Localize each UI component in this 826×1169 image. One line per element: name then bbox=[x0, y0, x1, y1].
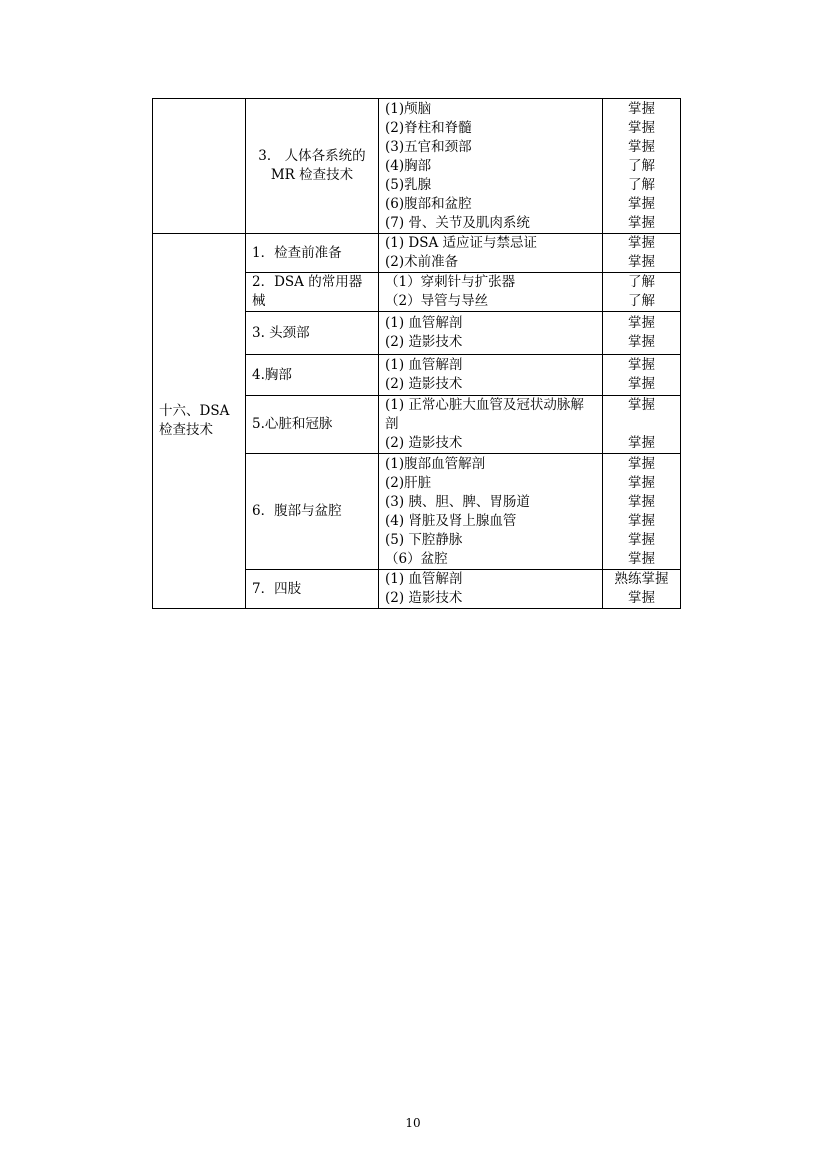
content-cell bbox=[379, 234, 603, 273]
requirement-level: 了解 bbox=[628, 274, 655, 290]
requirement-level: 掌握 bbox=[628, 474, 655, 491]
content-line: (7) 骨、关节及肌肉系统 bbox=[385, 214, 530, 231]
requirement-level: 掌握 bbox=[628, 435, 655, 451]
unit-cell: 6．腹部与盆腔 bbox=[246, 454, 379, 570]
content-line: (5) 下腔静脉 bbox=[385, 531, 463, 548]
content-line: (5)乳腺 bbox=[385, 176, 432, 193]
requirement-level: 了解 bbox=[628, 176, 655, 193]
requirement-level: 了解 bbox=[628, 293, 655, 309]
content-line: (1)腹部血管解剖 bbox=[385, 455, 486, 472]
content-line: (1) 血管解剖 bbox=[385, 315, 463, 331]
requirement-level: 掌握 bbox=[628, 100, 655, 117]
requirement-cell bbox=[603, 454, 681, 570]
requirement-level: 掌握 bbox=[628, 334, 655, 350]
topic-cell-empty bbox=[153, 99, 246, 234]
requirement-level: 掌握 bbox=[628, 138, 655, 155]
requirement-level: 掌握 bbox=[628, 590, 655, 606]
requirement-level: 掌握 bbox=[628, 214, 655, 231]
unit-cell: 3. 头颈部 bbox=[246, 312, 379, 355]
requirement-level: 掌握 bbox=[628, 235, 655, 251]
unit-cell: 3． 人体各系统的 MR 检查技术 bbox=[246, 99, 379, 234]
content-line: (3)五官和颈部 bbox=[385, 138, 472, 155]
content-line: (1)颅脑 bbox=[385, 100, 432, 117]
content-line: （6）盆腔 bbox=[385, 550, 448, 567]
unit-cell: 2．DSA 的常用器械 bbox=[246, 273, 379, 312]
requirement-level: 掌握 bbox=[628, 493, 655, 510]
requirement-level: 掌握 bbox=[628, 512, 655, 529]
content-line: （2）导管与导丝 bbox=[385, 293, 489, 309]
page-number: 10 bbox=[405, 1116, 421, 1130]
requirement-level: 掌握 bbox=[628, 119, 655, 136]
requirement-cell bbox=[603, 273, 681, 312]
content-cell bbox=[379, 355, 603, 396]
unit-cell: 5.心脏和冠脉 bbox=[246, 396, 379, 454]
table-row bbox=[153, 99, 681, 234]
content-line: (6)腹部和盆腔 bbox=[385, 195, 472, 212]
content-line: (4) 肾脏及肾上腺血管 bbox=[385, 512, 517, 529]
content-cell bbox=[379, 99, 603, 234]
table-row bbox=[153, 234, 681, 273]
content-line: （1）穿刺针与扩张器 bbox=[385, 274, 516, 290]
requirement-cell bbox=[603, 570, 681, 609]
requirement-cell bbox=[603, 99, 681, 234]
syllabus-table bbox=[152, 98, 681, 609]
requirement-cell bbox=[603, 396, 681, 454]
requirement-level: 掌握 bbox=[628, 531, 655, 548]
requirement-cell bbox=[603, 234, 681, 273]
requirement-level: 掌握 bbox=[628, 455, 655, 472]
content-line: (3) 胰、胆、脾、胃肠道 bbox=[385, 493, 530, 510]
content-line: (2)术前准备 bbox=[385, 254, 459, 270]
requirement-level: 掌握 bbox=[628, 550, 655, 567]
requirement-cell bbox=[603, 312, 681, 355]
requirement-level: 掌握 bbox=[628, 254, 655, 270]
requirement-level: 掌握 bbox=[628, 376, 655, 392]
unit-cell: 7．四肢 bbox=[246, 570, 379, 609]
content-cell bbox=[379, 454, 603, 570]
requirement-level: 掌握 bbox=[628, 397, 655, 413]
content-line: (2) 造影技术 bbox=[385, 435, 463, 451]
content-line: (4)胸部 bbox=[385, 157, 432, 174]
unit-cell: 4.胸部 bbox=[246, 355, 379, 396]
content-line: (2)脊柱和脊髓 bbox=[385, 119, 472, 136]
content-cell bbox=[379, 312, 603, 355]
content-line: (1) 血管解剖 bbox=[385, 571, 463, 587]
content-line: (1) 血管解剖 bbox=[385, 357, 463, 373]
unit-cell: 1．检查前准备 bbox=[246, 234, 379, 273]
requirement-cell bbox=[603, 355, 681, 396]
topic-cell: 十六、DSA 检查技术 bbox=[153, 234, 246, 609]
requirement-level: 了解 bbox=[628, 157, 655, 174]
requirement-level: 熟练掌握 bbox=[614, 571, 669, 587]
content-cell bbox=[379, 396, 603, 454]
content-line: (2)肝脏 bbox=[385, 474, 432, 491]
content-line: (2) 造影技术 bbox=[385, 334, 463, 350]
requirement-level: 掌握 bbox=[628, 357, 655, 373]
content-line: (2) 造影技术 bbox=[385, 376, 463, 392]
requirement-level: 掌握 bbox=[628, 195, 655, 212]
content-cell bbox=[379, 273, 603, 312]
content-line: (1) 正常心脏大血管及冠状动脉解剖 bbox=[385, 397, 584, 432]
content-cell bbox=[379, 570, 603, 609]
content-line: (2) 造影技术 bbox=[385, 590, 463, 606]
requirement-level: 掌握 bbox=[628, 315, 655, 331]
content-line: (1) DSA 适应证与禁忌证 bbox=[385, 235, 538, 251]
